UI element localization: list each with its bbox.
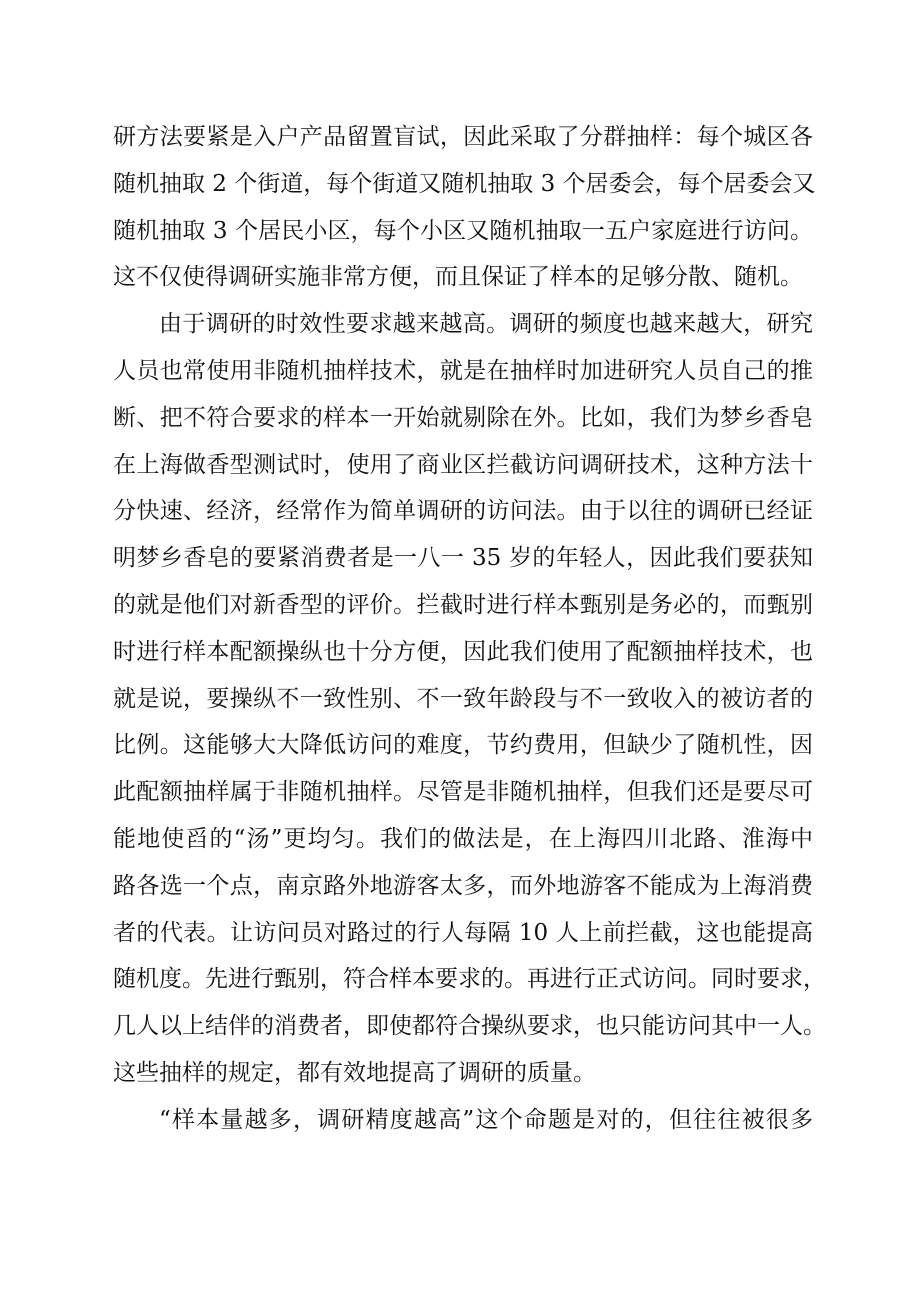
text-line: 人员也常使用非随机抽样技术，就是在抽样时加进研究人员自己的推 (113, 357, 813, 384)
paragraph (113, 114, 816, 301)
text-line: 由于调研的时效性要求越来越高。调研的频度也越来越大，研究 (159, 311, 813, 338)
text-line: 在上海做香型测试时，使用了商业区拦截访问调研技术，这种方法十 (113, 451, 813, 478)
text-line: “样本量越多，调研精度越高”这个命题是对的，但往往被很多 (159, 1106, 813, 1133)
body-text (113, 114, 826, 1144)
paragraph (113, 1097, 813, 1144)
text-line: 能地使舀的“汤”更均匀。我们的做法是，在上海四川北路、淮海中 (113, 825, 813, 852)
text-line: 就是说，要操纵不一致性别、不一致年龄段与不一致收入的被访者的 (113, 685, 813, 712)
text-line: 随机抽取 3 个居民小区，每个小区又随机抽取一五户家庭进行访问。 (113, 217, 813, 244)
text-line: 几人以上结伴的消费者，即使都符合操纵要求，也只能访问其中一人。 (113, 1013, 826, 1040)
text-line: 比例。这能够大大降低访问的难度，节约费用，但缺少了随机性，因 (113, 732, 813, 759)
text-line: 随机抽取 2 个街道，每个街道又随机抽取 3 个居委会，每个居委会又 (113, 170, 816, 197)
text-line: 此配额抽样属于非随机抽样。尽管是非随机抽样，但我们还是要尽可 (113, 779, 813, 806)
text-line: 时进行样本配额操纵也十分方便，因此我们使用了配额抽样技术，也 (113, 638, 813, 665)
paragraph (113, 301, 826, 1097)
text-line: 路各选一个点，南京路外地游客太多，而外地游客不能成为上海消费 (113, 872, 813, 899)
text-line: 的就是他们对新香型的评价。拦截时进行样本甄别是务必的，而甄别 (113, 591, 813, 618)
text-line: 分快速、经济，经常作为简单调研的访问法。由于以往的调研已经证 (113, 498, 813, 525)
text-line: 研方法要紧是入户产品留置盲试，因此采取了分群抽样：每个城区各 (113, 124, 813, 150)
text-line: 随机度。先进行甄别，符合样本要求的。再进行正式访问。同时要求， (113, 966, 826, 993)
text-line: 者的代表。让访问员对路过的行人每隔 10 人上前拦截，这也能提高 (113, 919, 813, 946)
text-line: 断、把不符合要求的样本一开始就剔除在外。比如，我们为梦乡香皂 (113, 404, 813, 431)
text-line: 这些抽样的规定，都有效地提高了调研的质量。 (113, 1059, 596, 1086)
text-line: 明梦乡香皂的要紧消费者是一八一 35 岁的年轻人，因此我们要获知 (113, 545, 813, 572)
text-line: 这不仅使得调研实施非常方便，而且保证了样本的足够分散、随机。 (113, 264, 803, 291)
